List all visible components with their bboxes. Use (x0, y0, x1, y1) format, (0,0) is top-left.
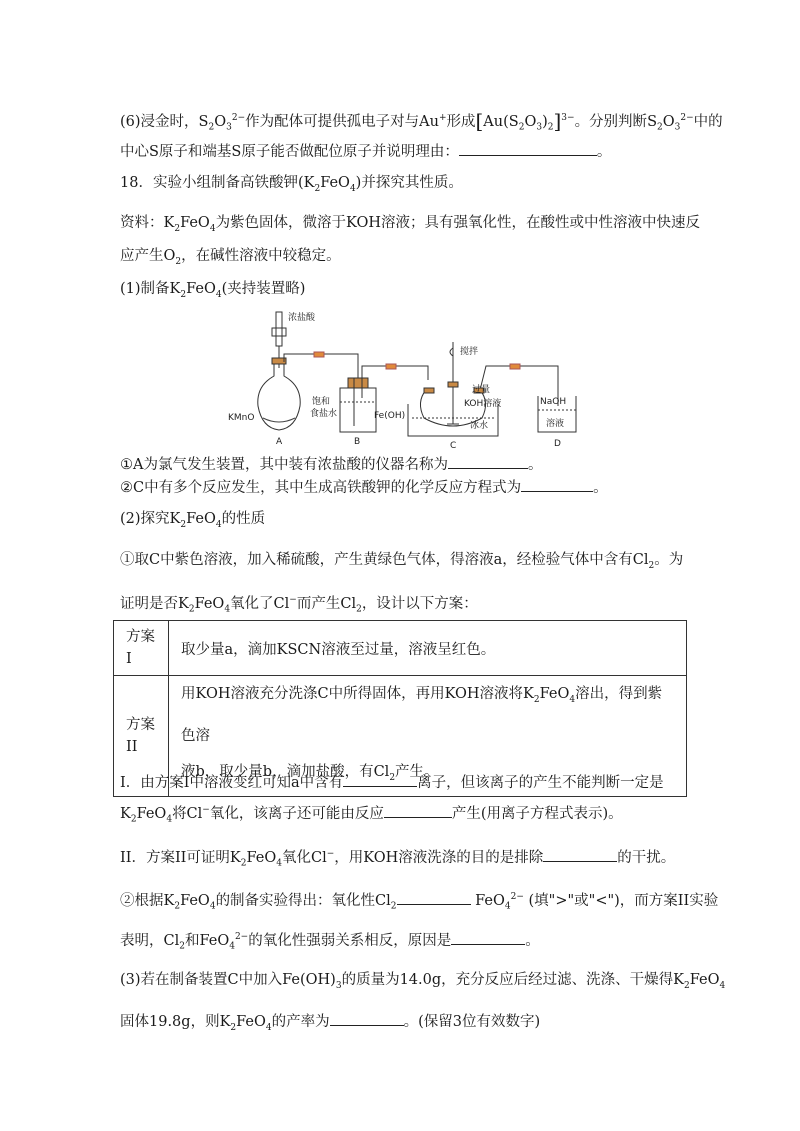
compare-line1: ②根据$K_2FeO_4$的制备实验得出：氧化性$Cl_2$ FeO$_4^{2-}$ (填">"或"<")，而方案II实验 (120, 887, 718, 917)
answer-blank[interactable] (384, 803, 452, 818)
part2-para1: ①取C中紫色溶液，加入稀硫酸，产生黄绿色气体，得溶液a，经检验气体中含有$Cl_2$。为 (120, 552, 684, 571)
after-i-line1: I．由方案I中溶液变红可知a中含有 离子，但该离子的产生不能判断一定是 (120, 772, 664, 793)
answer-blank[interactable] (448, 454, 528, 469)
table-row (114, 621, 687, 676)
scheme2-text: 用KOH溶液充分洗涤C中所得固体，再用KOH溶液将$K_2FeO_4$溶出，得到紫色溶 液b，取少量b，滴加盐酸，有$Cl_2$产生。 (169, 676, 687, 797)
label-brine: 食盐水 (310, 409, 338, 419)
q6-line2: 中心S原子和端基S原子能否做配位原子并说明理由： 。 (120, 141, 611, 162)
q18-heading: 18．实验小组制备高铁酸钾$(K_2FeO_4)$并探究其性质。 (120, 175, 463, 194)
q1-item2: ②C中有多个反应发生，其中生成高铁酸钾的化学反应方程式为 。 (120, 477, 608, 498)
scheme2-name: 方案 II (114, 676, 169, 797)
label-ice-water: 冰水 (470, 421, 489, 431)
label-A: A (276, 437, 283, 447)
label-feoh3: Fe(OH) (374, 411, 406, 421)
q18-info-line1: 资料：$K_2FeO_4$为紫色固体，微溶于KOH溶液；具有强氧化性，在酸性或中性溶液中快速反 (120, 215, 701, 234)
answer-blank[interactable] (543, 847, 617, 862)
label-stir: 搅拌 (460, 347, 479, 357)
label-conc-hcl: 浓盐酸 (288, 313, 316, 323)
answer-blank[interactable] (397, 890, 471, 905)
part2-title: (2)探究$K_2FeO_4$的性质 (120, 511, 266, 530)
label-C: C (450, 441, 457, 451)
scheme1-name: 方案 I (114, 621, 169, 676)
answer-blank[interactable] (459, 141, 597, 156)
part1-title: (1)制备$K_2FeO_4$(夹持装置略) (120, 281, 306, 300)
part3-line1: (3)若在制备装置C中加入$Fe(OH)_3$的质量为14.0g，充分反应后经过滤、洗涤、干燥得$K_2FeO_4$ (120, 972, 726, 991)
answer-blank[interactable] (521, 477, 593, 492)
q1-item1: ①A为氯气发生装置，其中装有浓盐酸的仪器名称为 。 (120, 454, 542, 475)
part2-para2: 证明是否$K_2FeO_4$氧化了Cl−而产生$Cl_2$，设计以下方案： (120, 595, 478, 615)
label-D: D (554, 439, 561, 449)
label-solution: 溶液 (546, 419, 565, 429)
apparatus-diagram (228, 306, 578, 451)
q6-line1: (6)浸金时，$S_2O_3^{2-}$作为配体可提供孤电子对与Au+形成$[Au(S_2O_3)_2]^{3-}$。分别判断$S_2O_3^{2-}$中的 (120, 108, 723, 133)
after-ii: II．方案II可证明$K_2FeO_4$氧化Cl−，用KOH溶液洗涤的目的是排除 的干扰。 (120, 844, 675, 874)
answer-blank[interactable] (330, 1011, 404, 1026)
scheme1-text: 取少量a，滴加KSCN溶液至过量，溶液呈红色。 (169, 621, 687, 676)
label-kmno4: KMnO (228, 413, 255, 423)
label-excess: 过量 (472, 385, 491, 395)
q18-info-line2: 应产生$O_2$，在碱性溶液中较稳定。 (120, 248, 341, 267)
after-i-line2: $K_2FeO_4$将Cl−氧化，该离子还可能由反应 产生(用离子方程式表示)。 (120, 800, 623, 830)
scheme-table (113, 620, 687, 797)
answer-blank[interactable] (451, 930, 525, 945)
label-saturated: 饱和 (312, 397, 331, 407)
label-B: B (354, 437, 361, 447)
answer-blank[interactable] (343, 772, 417, 787)
label-koh-solution: KOH溶液 (464, 399, 502, 409)
part3-line2: 固体19.8g，则$K_2FeO_4$的产率为 。(保留3位有效数字) (120, 1011, 540, 1038)
label-naoh: NaOH (540, 397, 567, 407)
compare-line2: 表明，$Cl_2$和FeO$_4^{2-}$的氧化性强弱关系相反，原因是 。 (120, 927, 540, 957)
